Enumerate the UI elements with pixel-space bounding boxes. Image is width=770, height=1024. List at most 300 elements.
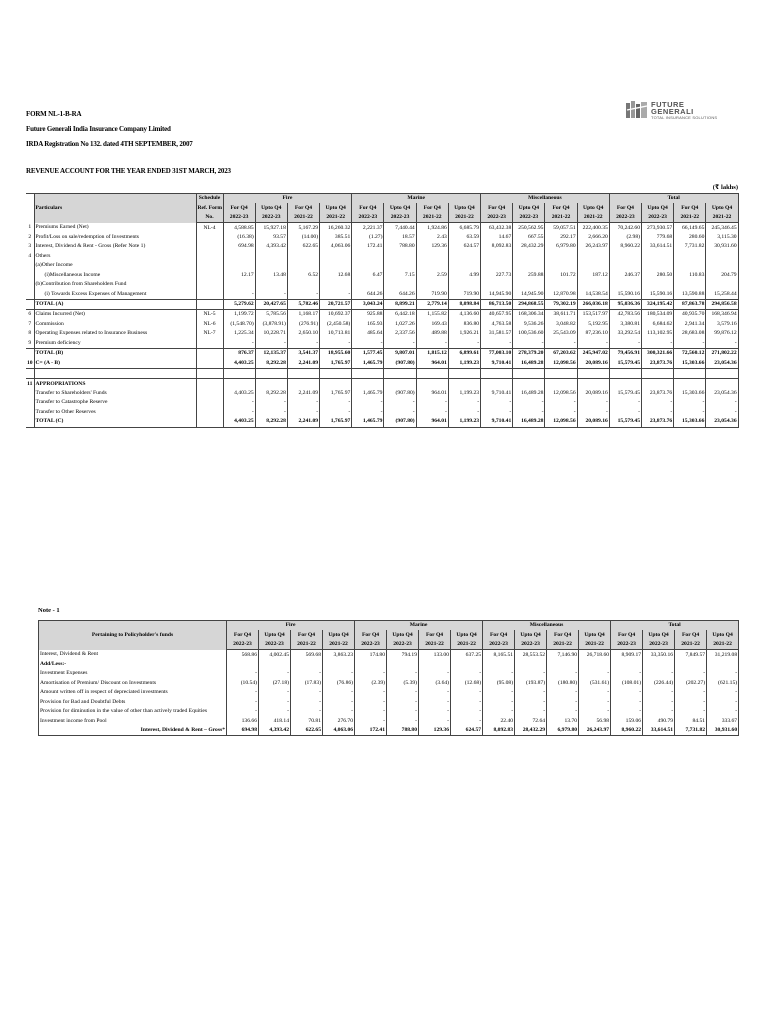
- value-cell: [352, 379, 384, 389]
- value-cell: 3,048.82: [545, 320, 577, 329]
- year-header: 2021-22: [416, 213, 448, 223]
- value-cell: 1,465.79: [352, 358, 384, 368]
- value-cell: -: [448, 408, 480, 417]
- value-cell: -: [355, 698, 387, 707]
- value-cell: [513, 261, 545, 270]
- value-cell: 136.66: [227, 716, 259, 725]
- value-cell: 87,236.10: [577, 329, 609, 338]
- logo-tagline: TOTAL INSURANCE SOLUTIONS: [651, 115, 718, 120]
- value-cell: 4,393.42: [259, 726, 291, 736]
- value-cell: 9,536.26: [513, 320, 545, 329]
- row-label: Add/Less:-: [39, 660, 227, 669]
- value-cell: 266,036.18: [577, 299, 609, 309]
- value-cell: [352, 280, 384, 289]
- row-label: C= (A - B): [34, 358, 196, 368]
- value-cell: [481, 280, 513, 289]
- row-number: 9: [28, 339, 32, 346]
- value-cell: 4,393.42: [255, 242, 287, 251]
- value-cell: [320, 252, 352, 261]
- note-table-row: [39, 726, 739, 736]
- value-cell: 622.65: [287, 242, 319, 251]
- value-cell: 100,536.60: [513, 329, 545, 338]
- value-cell: [577, 368, 609, 378]
- value-cell: 33,614.51: [642, 242, 674, 251]
- value-cell: [384, 252, 416, 261]
- registration-info: IRDA Registration No 132. dated 4TH SEPTEMBER, 2007: [26, 140, 193, 148]
- value-cell: 72,560.12: [674, 349, 706, 359]
- value-cell: [416, 379, 448, 389]
- year-header: 2021-22: [675, 640, 707, 650]
- year-header: 2021-22: [707, 640, 739, 650]
- table-row: [26, 389, 738, 398]
- row-label: Profit/Loss on sale/redemption of Investments: [34, 233, 196, 242]
- value-cell: 26,243.97: [577, 242, 609, 251]
- value-cell: [642, 280, 674, 289]
- value-cell: 1,168.17: [287, 310, 319, 320]
- value-cell: 925.88: [352, 310, 384, 320]
- value-cell: 6,442.18: [384, 310, 416, 320]
- value-cell: [706, 280, 738, 289]
- value-cell: 4.99: [448, 271, 480, 280]
- value-cell: 333.67: [707, 716, 739, 725]
- value-cell: 110.83: [674, 271, 706, 280]
- value-cell: 1,924.86: [416, 223, 448, 233]
- value-cell: 8,292.28: [255, 417, 287, 427]
- value-cell: 2,779.14: [416, 299, 448, 309]
- value-cell: [448, 252, 480, 261]
- value-cell: 15,303.66: [674, 358, 706, 368]
- value-cell: 300,321.66: [642, 349, 674, 359]
- value-cell: 779.68: [642, 233, 674, 242]
- revenue-account-table: [26, 193, 739, 428]
- value-cell: -: [287, 339, 319, 349]
- value-cell: [323, 660, 355, 669]
- group-header-fire: Fire: [223, 194, 352, 204]
- table-row: [26, 398, 738, 407]
- table-row: [26, 280, 738, 289]
- value-cell: [481, 252, 513, 261]
- value-cell: [355, 660, 387, 669]
- schedule-ref: [196, 389, 223, 398]
- value-cell: -: [675, 707, 707, 716]
- value-cell: -: [259, 698, 291, 707]
- period-header: For Q4: [416, 203, 448, 212]
- value-cell: [674, 368, 706, 378]
- year-header: 2021-22: [323, 640, 355, 650]
- value-cell: 30,931.60: [707, 726, 739, 736]
- value-cell: 5,167.29: [287, 223, 319, 233]
- table-row: [26, 379, 738, 389]
- value-cell: -: [259, 707, 291, 716]
- value-cell: 16,489.28: [513, 417, 545, 427]
- period-header: Upto Q4: [707, 630, 739, 639]
- value-cell: -: [451, 707, 483, 716]
- value-cell: 13.48: [255, 271, 287, 280]
- value-cell: -: [547, 707, 579, 716]
- period-header: For Q4: [227, 630, 259, 639]
- year-header: 2022-23: [352, 213, 384, 223]
- value-cell: 12,135.37: [255, 349, 287, 359]
- value-cell: -: [355, 716, 387, 725]
- value-cell: 180,534.09: [642, 310, 674, 320]
- value-cell: (5.39): [387, 679, 419, 688]
- group-header-total: Total: [609, 194, 738, 204]
- value-cell: 485.64: [352, 329, 384, 338]
- value-cell: -: [227, 707, 259, 716]
- value-cell: 12,870.98: [545, 289, 577, 299]
- value-cell: -: [483, 688, 515, 697]
- value-cell: -: [513, 408, 545, 417]
- period-header: Upto Q4: [387, 630, 419, 639]
- value-cell: 18.57: [384, 233, 416, 242]
- table-row: [26, 299, 738, 309]
- value-cell: [419, 660, 451, 669]
- period-header: For Q4: [483, 630, 515, 639]
- value-cell: 7,849.57: [675, 650, 707, 660]
- period-header: For Q4: [675, 630, 707, 639]
- value-cell: 9,710.41: [481, 417, 513, 427]
- value-cell: 14,945.90: [513, 289, 545, 299]
- value-cell: [352, 368, 384, 378]
- value-cell: [416, 252, 448, 261]
- note-table-row: [39, 698, 739, 707]
- value-cell: 694.98: [223, 242, 255, 251]
- note-header-row-groups: [39, 621, 739, 631]
- year-header: 2022-23: [223, 213, 255, 223]
- value-cell: -: [579, 688, 611, 697]
- year-header: 2022-23: [515, 640, 547, 650]
- value-cell: 172.41: [355, 726, 387, 736]
- value-cell: 292.17: [545, 233, 577, 242]
- value-cell: 33,350.16: [643, 650, 675, 660]
- value-cell: -: [545, 339, 577, 349]
- value-cell: 1,926.21: [448, 329, 480, 338]
- logo-text-generali: GENERALI: [651, 107, 694, 116]
- value-cell: 86,713.50: [481, 299, 513, 309]
- row-label: Provision for Bad and Doubtful Debts: [39, 698, 227, 707]
- schedule-ref: NL-6: [196, 320, 223, 329]
- row-label: [34, 368, 196, 378]
- value-cell: [255, 379, 287, 389]
- value-cell: 25,543.09: [545, 329, 577, 338]
- value-cell: 667.55: [513, 233, 545, 242]
- row-label: Provision for diminution in the value of other than actively traded Equities: [39, 707, 227, 716]
- period-header: For Q4: [287, 203, 319, 212]
- value-cell: -: [643, 669, 675, 678]
- value-cell: -: [674, 339, 706, 349]
- value-cell: (3,878.91): [255, 320, 287, 329]
- value-cell: [416, 261, 448, 270]
- value-cell: -: [611, 698, 643, 707]
- schedule-ref: [196, 280, 223, 289]
- value-cell: 2,650.10: [287, 329, 319, 338]
- value-cell: 15,303.66: [674, 389, 706, 398]
- value-cell: 250,562.95: [513, 223, 545, 233]
- logo-emblem-icon: [625, 100, 649, 120]
- year-header: 2021-22: [547, 640, 579, 650]
- value-cell: 95,036.36: [609, 299, 641, 309]
- value-cell: -: [352, 398, 384, 407]
- value-cell: [545, 252, 577, 261]
- row-number: [26, 299, 34, 309]
- value-cell: [223, 368, 255, 378]
- value-cell: 38,611.71: [545, 310, 577, 320]
- value-cell: -: [611, 669, 643, 678]
- value-cell: 4,403.25: [223, 417, 255, 427]
- value-cell: 12.68: [320, 271, 352, 280]
- value-cell: 1,815.12: [416, 349, 448, 359]
- value-cell: 644.26: [384, 289, 416, 299]
- row-label: (i)Miscellaneous Income: [34, 271, 196, 280]
- value-cell: 794.19: [387, 650, 419, 660]
- value-cell: 10,692.37: [320, 310, 352, 320]
- row-label: Interest, Dividend & Rent: [39, 650, 227, 660]
- value-cell: 490.79: [643, 716, 675, 725]
- year-header: 2021-22: [448, 213, 480, 223]
- table-row: [26, 242, 738, 251]
- value-cell: -: [577, 398, 609, 407]
- value-cell: 788.80: [387, 726, 419, 736]
- value-cell: 23,873.76: [642, 358, 674, 368]
- value-cell: (907.80): [384, 417, 416, 427]
- period-header: Upto Q4: [706, 203, 738, 212]
- value-cell: -: [352, 339, 384, 349]
- row-number: 2: [28, 233, 32, 240]
- value-cell: -: [320, 339, 352, 349]
- value-cell: [513, 368, 545, 378]
- value-cell: (226.44): [643, 679, 675, 688]
- value-cell: [609, 379, 641, 389]
- value-cell: 165.93: [352, 320, 384, 329]
- value-cell: -: [513, 339, 545, 349]
- value-cell: -: [707, 688, 739, 697]
- value-cell: 12,098.56: [545, 417, 577, 427]
- row-number: [26, 349, 34, 359]
- value-cell: -: [609, 339, 641, 349]
- value-cell: -: [706, 339, 738, 349]
- year-header: 2021-22: [291, 640, 323, 650]
- note-particulars-header: Pertaining to Policyholder's funds: [39, 621, 227, 650]
- value-cell: 245,947.02: [577, 349, 609, 359]
- value-cell: 280.60: [674, 233, 706, 242]
- schedule-ref: [196, 242, 223, 251]
- schedule-ref: [196, 271, 223, 280]
- value-cell: 568.86: [227, 650, 259, 660]
- value-cell: 6,684.62: [642, 320, 674, 329]
- value-cell: 87,863.78: [674, 299, 706, 309]
- value-cell: 569.68: [291, 650, 323, 660]
- value-cell: (1,548.70): [223, 320, 255, 329]
- year-header: 2021-22: [320, 213, 352, 223]
- note-table-row: [39, 660, 739, 669]
- period-header: Upto Q4: [515, 630, 547, 639]
- year-header: 2021-22: [577, 213, 609, 223]
- table-row: [26, 320, 738, 329]
- value-cell: 2,941.34: [674, 320, 706, 329]
- value-cell: 22.40: [483, 716, 515, 725]
- value-cell: -: [545, 398, 577, 407]
- value-cell: [255, 368, 287, 378]
- value-cell: 836.80: [448, 320, 480, 329]
- value-cell: 3,380.81: [609, 320, 641, 329]
- value-cell: 8,292.28: [255, 389, 287, 398]
- value-cell: -: [547, 688, 579, 697]
- particulars-header: Particulars: [34, 194, 196, 223]
- value-cell: -: [355, 688, 387, 697]
- period-header: Upto Q4: [255, 203, 287, 212]
- schedule-ref: [196, 233, 223, 242]
- value-cell: 14.67: [481, 233, 513, 242]
- logo-text-future: FUTURE: [651, 100, 685, 109]
- value-cell: (1.27): [352, 233, 384, 242]
- value-cell: 694.98: [227, 726, 259, 736]
- value-cell: [609, 368, 641, 378]
- value-cell: 2,241.09: [287, 389, 319, 398]
- value-cell: 99,876.12: [706, 329, 738, 338]
- value-cell: 28,553.52: [515, 650, 547, 660]
- table-row: [26, 417, 738, 427]
- year-header: 2021-22: [451, 640, 483, 650]
- value-cell: 3,579.16: [706, 320, 738, 329]
- value-cell: 2,241.09: [287, 358, 319, 368]
- value-cell: 5,782.46: [287, 299, 319, 309]
- value-cell: [255, 252, 287, 261]
- value-cell: 26,243.97: [579, 726, 611, 736]
- table-row: [26, 339, 738, 349]
- period-header: For Q4: [419, 630, 451, 639]
- row-label: Investment income from Pool: [39, 716, 227, 725]
- value-cell: [384, 280, 416, 289]
- value-cell: 9,807.01: [384, 349, 416, 359]
- value-cell: [223, 261, 255, 270]
- value-cell: [287, 280, 319, 289]
- value-cell: 876.37: [223, 349, 255, 359]
- year-header: 2022-23: [643, 640, 675, 650]
- value-cell: -: [515, 707, 547, 716]
- note-title: Note - 1: [38, 607, 60, 614]
- schedule-header-2: Ref. Form: [196, 203, 223, 212]
- value-cell: [545, 261, 577, 270]
- value-cell: (12.68): [451, 679, 483, 688]
- period-header: For Q4: [611, 630, 643, 639]
- value-cell: 79,456.91: [609, 349, 641, 359]
- value-cell: 788.80: [384, 242, 416, 251]
- value-cell: 93.57: [255, 233, 287, 242]
- value-cell: 4,136.60: [448, 310, 480, 320]
- year-header: 2022-23: [227, 640, 259, 650]
- table-row: [26, 329, 738, 338]
- value-cell: -: [323, 707, 355, 716]
- value-cell: [545, 379, 577, 389]
- value-cell: 2,221.37: [352, 223, 384, 233]
- value-cell: -: [352, 408, 384, 417]
- value-cell: [577, 261, 609, 270]
- value-cell: 719.90: [416, 289, 448, 299]
- value-cell: -: [387, 688, 419, 697]
- value-cell: 4,588.85: [223, 223, 255, 233]
- value-cell: 1,027.26: [384, 320, 416, 329]
- value-cell: 10,228.71: [255, 329, 287, 338]
- value-cell: -: [451, 698, 483, 707]
- value-cell: [416, 368, 448, 378]
- value-cell: -: [547, 698, 579, 707]
- value-cell: 113,102.95: [642, 329, 674, 338]
- note-table-row: [39, 650, 739, 660]
- value-cell: -: [448, 398, 480, 407]
- year-header: 2022-23: [483, 640, 515, 650]
- value-cell: -: [320, 289, 352, 299]
- value-cell: [707, 660, 739, 669]
- value-cell: (276.91): [287, 320, 319, 329]
- value-cell: 9,710.41: [481, 389, 513, 398]
- schedule-ref: [196, 261, 223, 270]
- period-header: Upto Q4: [259, 630, 291, 639]
- value-cell: 40,657.95: [481, 310, 513, 320]
- value-cell: 28,683.08: [674, 329, 706, 338]
- value-cell: (95.08): [483, 679, 515, 688]
- year-header: 2022-23: [259, 640, 291, 650]
- value-cell: [448, 368, 480, 378]
- value-cell: -: [609, 398, 641, 407]
- value-cell: 1,199.23: [448, 417, 480, 427]
- value-cell: 964.01: [416, 389, 448, 398]
- value-cell: [287, 252, 319, 261]
- row-label: TOTAL (A): [34, 299, 196, 309]
- value-cell: [513, 252, 545, 261]
- value-cell: 1,225.34: [223, 329, 255, 338]
- value-cell: (17.83): [291, 679, 323, 688]
- row-label: Transfer to Other Reserves: [34, 408, 196, 417]
- value-cell: 129.36: [419, 726, 451, 736]
- value-cell: [513, 379, 545, 389]
- value-cell: 278,379.20: [513, 349, 545, 359]
- value-cell: 70.81: [291, 716, 323, 725]
- value-cell: [513, 280, 545, 289]
- value-cell: 6.52: [287, 271, 319, 280]
- note-group-header-fire: Fire: [227, 621, 355, 631]
- value-cell: [287, 379, 319, 389]
- value-cell: 70,242.60: [609, 223, 641, 233]
- row-label: Amortisation of Premium/ Discount on Investments: [39, 679, 227, 688]
- value-cell: [481, 261, 513, 270]
- value-cell: -: [255, 398, 287, 407]
- value-cell: -: [323, 688, 355, 697]
- value-cell: [611, 660, 643, 669]
- value-cell: [642, 379, 674, 389]
- value-cell: 33,292.54: [609, 329, 641, 338]
- value-cell: [579, 660, 611, 669]
- value-cell: -: [419, 698, 451, 707]
- value-cell: 3,043.24: [352, 299, 384, 309]
- statement-title: REVENUE ACCOUNT FOR THE YEAR ENDED 31ST MARCH, 2023: [26, 167, 231, 175]
- year-header: 2021-22: [579, 640, 611, 650]
- value-cell: 1,765.97: [320, 417, 352, 427]
- value-cell: (907.80): [384, 389, 416, 398]
- value-cell: 280.50: [642, 271, 674, 280]
- value-cell: [674, 379, 706, 389]
- table-row: [26, 349, 738, 359]
- value-cell: 15,590.16: [642, 289, 674, 299]
- note-group-header-miscellaneous: Miscellaneous: [483, 621, 611, 631]
- value-cell: [384, 368, 416, 378]
- value-cell: 153,517.97: [577, 310, 609, 320]
- value-cell: -: [287, 398, 319, 407]
- value-cell: 15,927.18: [255, 223, 287, 233]
- value-cell: [706, 368, 738, 378]
- value-cell: (2,450.58): [320, 320, 352, 329]
- value-cell: -: [387, 707, 419, 716]
- period-header: Upto Q4: [577, 203, 609, 212]
